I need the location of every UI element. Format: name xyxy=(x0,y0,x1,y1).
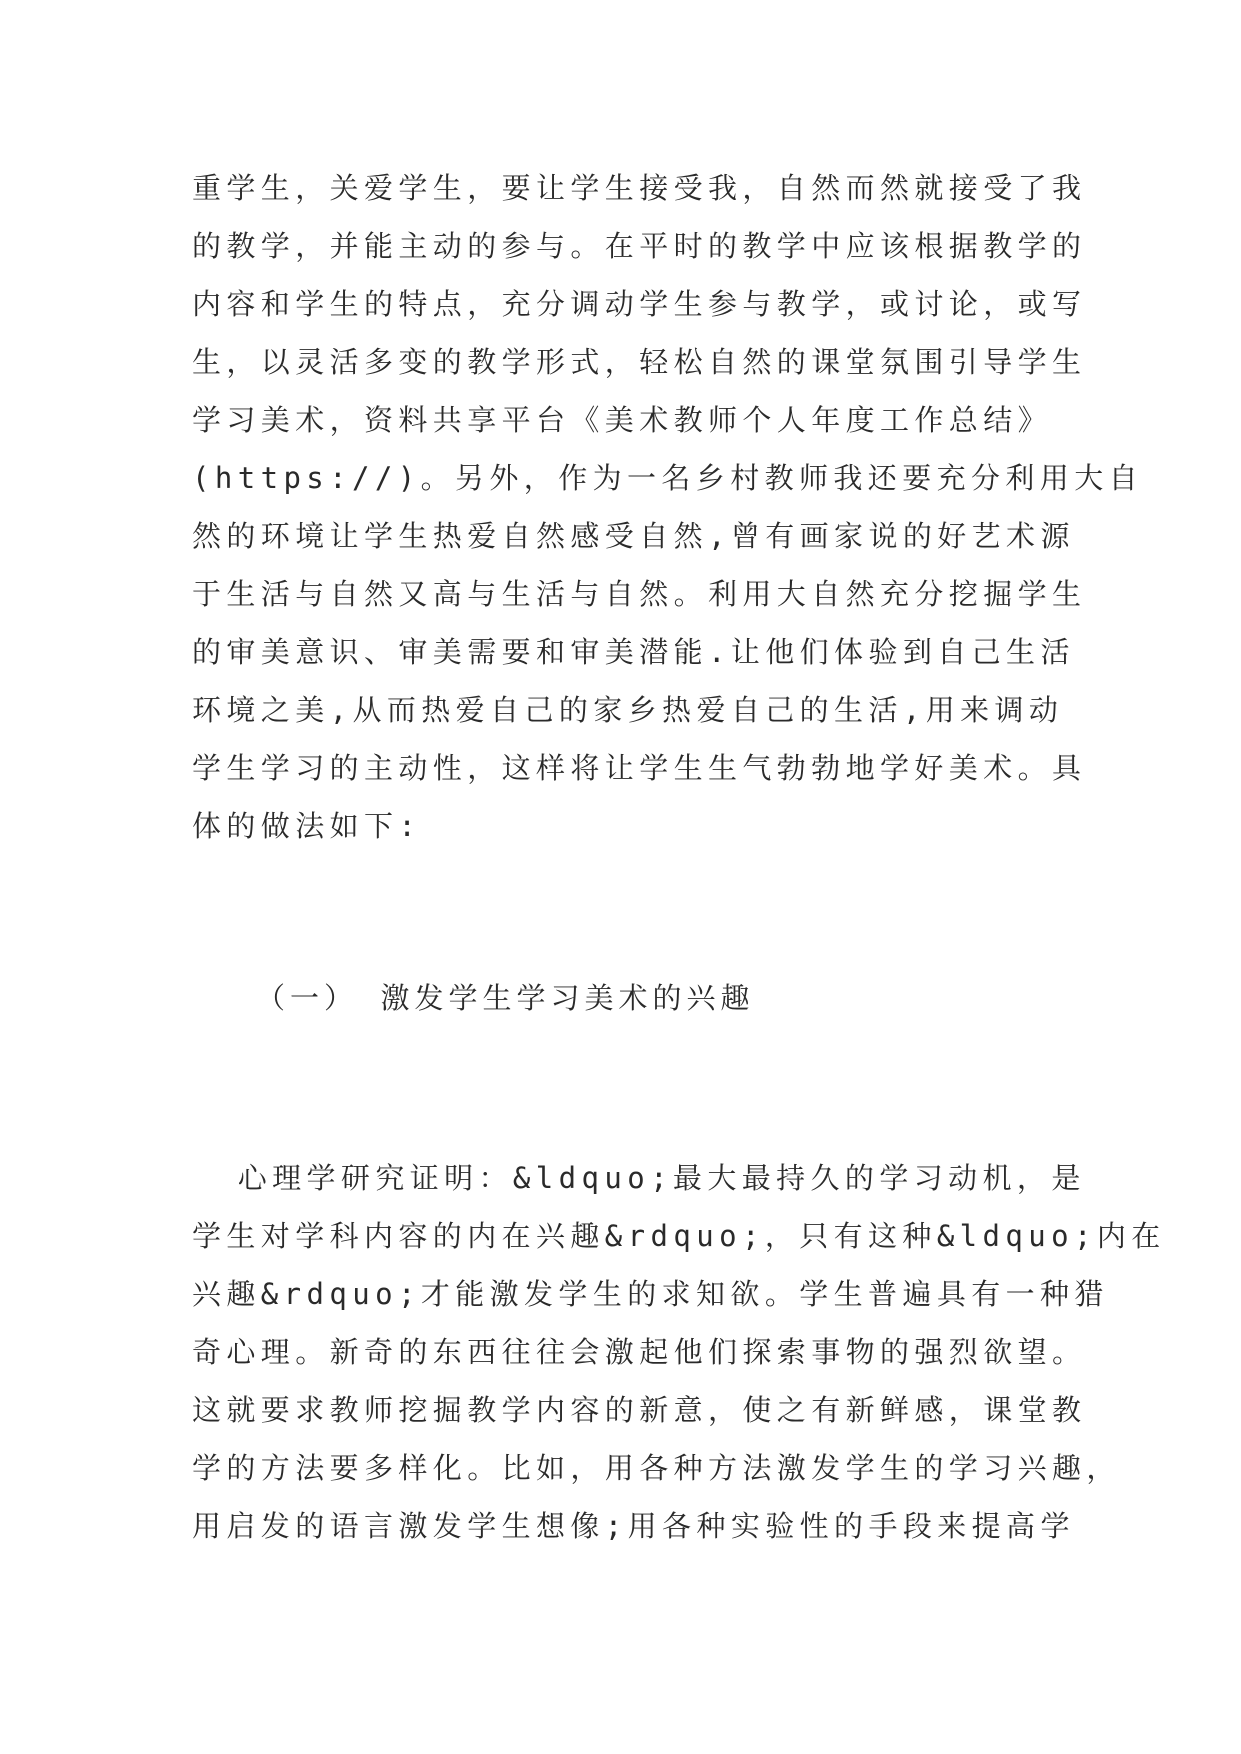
paragraph-1-line: 学习美术，资料共享平台《美术教师个人年度工作总结》 xyxy=(192,403,1053,437)
paragraph-1-line: 的审美意识、审美需要和审美潜能.让他们体验到自己生活 xyxy=(192,635,1075,669)
paragraph-2-line: 学生对学科内容的内在兴趣&rdquo;，只有这种&ldquo;内在 xyxy=(192,1219,1166,1253)
paragraph-1-line: 然的环境让学生热爱自然感受自然,曾有画家说的好艺术源 xyxy=(192,519,1075,553)
paragraph-2-line: 学的方法要多样化。比如，用各种方法激发学生的学习兴趣， xyxy=(192,1451,1121,1485)
paragraph-2-line: 奇心理。新奇的东西往往会激起他们探索事物的强烈欲望。 xyxy=(192,1335,1087,1369)
paragraph-2-line: 这就要求教师挖掘教学内容的新意，使之有新鲜感，课堂教 xyxy=(192,1393,1087,1427)
paragraph-1-line: 重学生，关爱学生，要让学生接受我，自然而然就接受了我 xyxy=(192,171,1087,205)
paragraph-1-line: 生，以灵活多变的教学形式，轻松自然的课堂氛围引导学生 xyxy=(192,345,1087,379)
paragraph-2-line: 兴趣&rdquo;才能激发学生的求知欲。学生普遍具有一种猎 xyxy=(192,1277,1109,1311)
paragraph-2-line: 心理学研究证明：&ldquo;最大最持久的学习动机，是 xyxy=(192,1161,1086,1195)
paragraph-1-line: 环境之美,从而热爱自己的家乡热爱自己的生活,用来调动 xyxy=(192,693,1064,727)
paragraph-1-line: 内容和学生的特点，充分调动学生参与教学，或讨论，或写 xyxy=(192,287,1087,321)
paragraph-1-line: 体的做法如下: xyxy=(192,809,422,843)
section-heading: （一） 激发学生学习美术的兴趣 xyxy=(256,981,755,1015)
paragraph-1-line: 学生学习的主动性，这样将让学生生气勃勃地学好美术。具 xyxy=(192,751,1087,785)
paragraph-1-line: (https://)。另外，作为一名乡村教师我还要充分利用大自 xyxy=(192,461,1143,495)
paragraph-1-line: 于生活与自然又高与生活与自然。利用大自然充分挖掘学生 xyxy=(192,577,1087,611)
paragraph-2-line: 用启发的语言激发学生想像;用各种实验性的手段来提高学 xyxy=(192,1509,1075,1543)
paragraph-1-line: 的教学，并能主动的参与。在平时的教学中应该根据教学的 xyxy=(192,229,1087,263)
